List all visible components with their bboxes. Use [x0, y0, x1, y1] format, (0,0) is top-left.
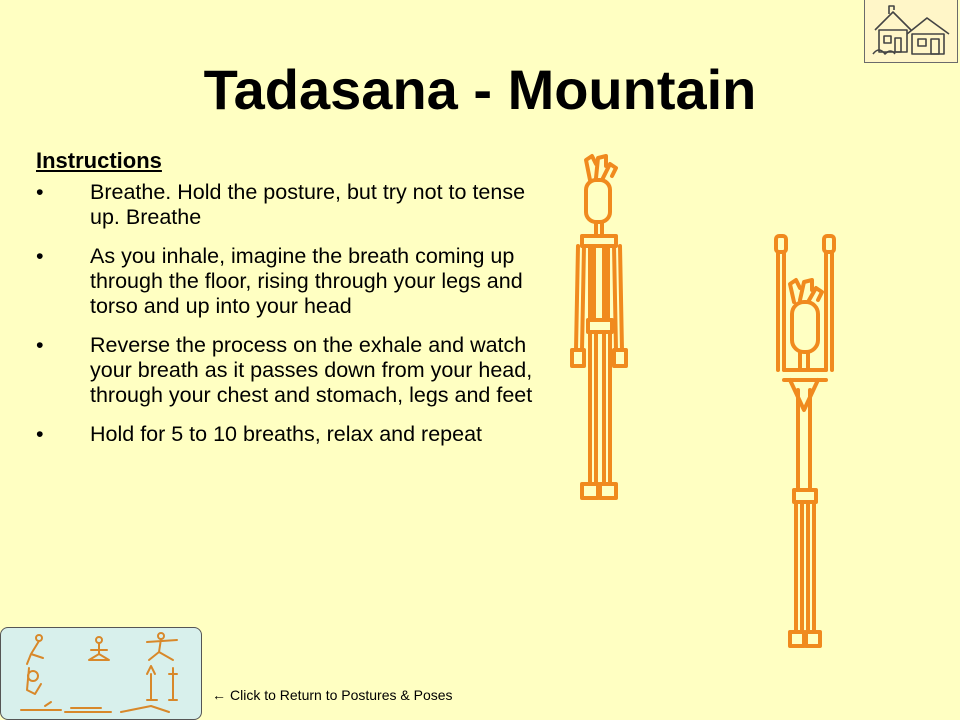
- slide-title: Tadasana - Mountain: [203, 58, 757, 121]
- stick-figure-arms-raised-icon: [760, 230, 850, 660]
- return-to-poses-link[interactable]: [212, 686, 453, 704]
- list-item: [36, 333, 536, 408]
- bullet-text: As you inhale, imagine the breath coming up through the floor, rising through your legs and torso and up into your head: [90, 244, 523, 318]
- bullet-marker: •: [36, 333, 44, 357]
- bullet-text: Hold for 5 to 10 breaths, relax and repeat: [90, 422, 483, 446]
- poses-thumbnail-button[interactable]: [0, 627, 202, 720]
- bullet-marker: •: [36, 180, 44, 204]
- bullet-text: Reverse the process on the exhale and watch your breath as it passes down from your head, through your chest and stomach, legs and feet: [90, 333, 533, 407]
- left-arrow-icon: ←: [212, 687, 226, 703]
- instructions-heading: Instructions: [36, 148, 162, 173]
- return-link-label: Click to Return to Postures & Poses: [230, 687, 453, 703]
- stick-figure-standing-icon: [560, 150, 640, 510]
- bullet-text: Breathe. Hold the posture, but try not to tense up. Breathe: [90, 180, 526, 229]
- instructions-list: [36, 180, 536, 461]
- list-item: [36, 422, 536, 447]
- list-item: [36, 244, 536, 319]
- bullet-marker: •: [36, 422, 44, 446]
- bullet-marker: •: [36, 244, 44, 268]
- list-item: [36, 180, 536, 230]
- yoga-poses-thumbnail: [1, 628, 202, 720]
